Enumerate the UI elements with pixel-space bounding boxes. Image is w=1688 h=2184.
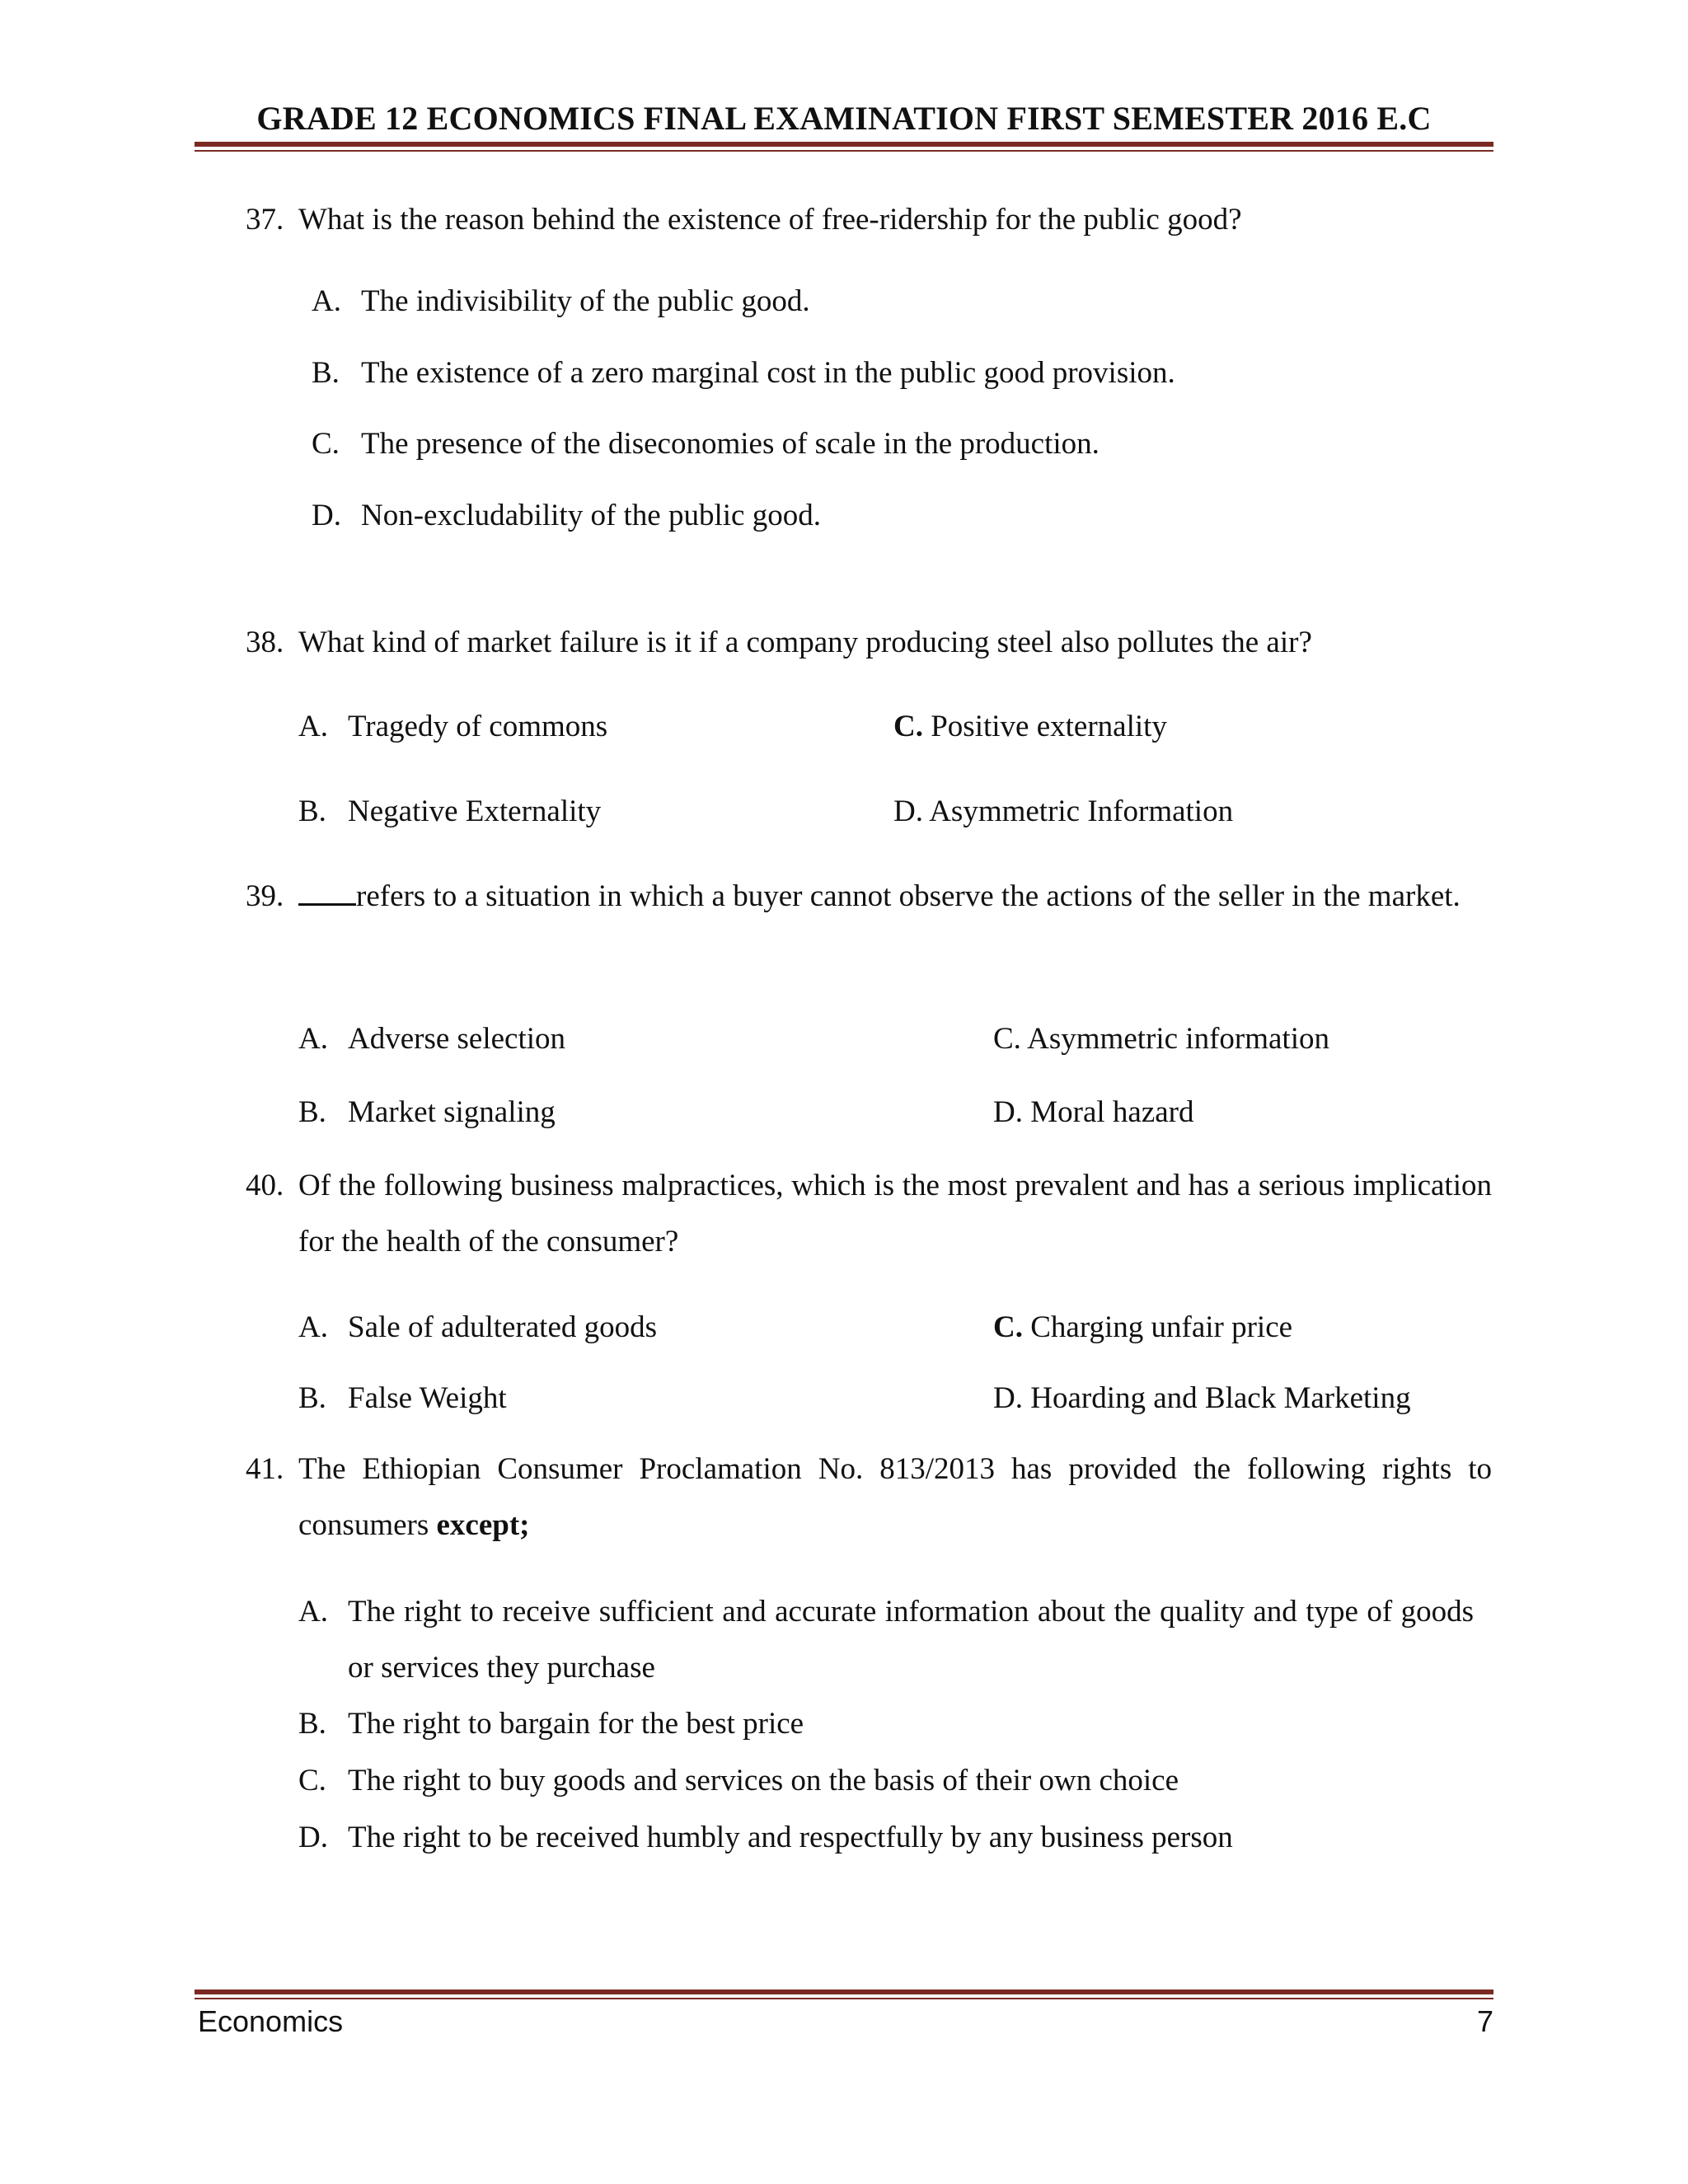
question-text: The Ethiopian Consumer Proclamation No. 813/2013 has provided the following rights to consumers xyxy=(298,1452,1492,1542)
option-letter: A. xyxy=(312,284,341,318)
question-text: What is the reason behind the existence of free-ridership for the public good? xyxy=(298,203,1242,237)
question-emphasis: except; xyxy=(436,1508,530,1542)
question-number: 39. xyxy=(246,879,284,913)
option-letter: B. xyxy=(298,1381,326,1415)
option-text: Charging unfair price xyxy=(1030,1310,1293,1344)
question-number: 41. xyxy=(246,1452,284,1486)
question-text-container xyxy=(298,869,1492,925)
header-rule-thick xyxy=(195,142,1493,147)
page-number: 7 xyxy=(1476,2004,1493,2038)
option-text: The right to be received humbly and respectfully by any business person xyxy=(348,1821,1233,1854)
option-38-a xyxy=(298,699,607,755)
option-letter: C. xyxy=(312,427,340,461)
option-37-c xyxy=(312,416,1100,472)
question-number: 38. xyxy=(246,626,284,659)
option-38-b xyxy=(298,784,601,840)
option-letter: B. xyxy=(298,1707,326,1741)
option-letter: A. xyxy=(298,1595,328,1629)
footer-rule-thin xyxy=(195,1998,1493,1999)
option-letter: B. xyxy=(312,356,340,390)
option-39-d xyxy=(993,1085,1194,1141)
option-text: Market signaling xyxy=(348,1095,556,1129)
question-text: What kind of market failure is it if a company producing steel also pollutes the air? xyxy=(298,626,1312,659)
option-letter: C. xyxy=(298,1764,326,1797)
option-text: The right to buy goods and services on the basis of their own choice xyxy=(348,1764,1179,1797)
option-text: Tragedy of commons xyxy=(348,710,608,743)
question-text: refers to a situation in which a buyer cannot observe the actions of the seller in the market. xyxy=(356,879,1461,913)
option-37-d xyxy=(312,488,821,544)
option-40-b xyxy=(298,1371,507,1427)
option-text: False Weight xyxy=(348,1381,507,1415)
fill-in-blank xyxy=(298,875,356,906)
option-text: Non-excludability of the public good. xyxy=(361,499,821,532)
option-letter: A. xyxy=(298,1022,328,1056)
option-41-c xyxy=(298,1753,1179,1809)
option-text: The presence of the diseconomies of scale in the production. xyxy=(361,427,1100,461)
page-title: GRADE 12 ECONOMICS FINAL EXAMINATION FIRST SEMESTER 2016 E.C xyxy=(256,100,1432,137)
question-text: Of the following business malpractices, which is the most prevalent and has a serious implication for the health of the consumer? xyxy=(298,1169,1492,1258)
option-letter: A. xyxy=(298,1310,328,1344)
option-letter: D. xyxy=(312,499,341,532)
option-39-c xyxy=(993,1011,1329,1067)
option-38-d xyxy=(893,784,1233,840)
header-rule-thin xyxy=(195,150,1493,152)
option-40-c xyxy=(993,1300,1292,1356)
option-39-a xyxy=(298,1011,565,1067)
question-number: 40. xyxy=(246,1169,284,1202)
option-text: Adverse selection xyxy=(348,1022,566,1056)
option-letter: C. xyxy=(993,1310,1023,1344)
option-38-c xyxy=(893,699,1167,755)
option-letter: D. xyxy=(993,1095,1023,1129)
option-41-d xyxy=(298,1810,1233,1866)
option-letter: D. xyxy=(993,1381,1023,1415)
footer-rule-thick xyxy=(195,1990,1493,1994)
option-text: Hoarding and Black Marketing xyxy=(1030,1381,1411,1415)
option-letter: B. xyxy=(298,1095,326,1129)
option-text: Moral hazard xyxy=(1030,1095,1194,1129)
option-40-d xyxy=(993,1371,1411,1427)
option-41-a xyxy=(298,1584,1474,1685)
option-text: The existence of a zero marginal cost in the public good provision. xyxy=(361,356,1175,390)
option-letter: B. xyxy=(298,794,326,828)
option-text: The right to receive sufficient and accurate information about the quality and type of goods or services they purchase xyxy=(348,1595,1474,1685)
option-40-a xyxy=(298,1300,657,1356)
option-39-b xyxy=(298,1085,556,1141)
option-letter: C. xyxy=(993,1022,1021,1056)
option-letter: D. xyxy=(298,1821,328,1854)
question-text-container xyxy=(298,1441,1492,1554)
option-letter: C. xyxy=(893,710,923,743)
question-number: 37. xyxy=(246,203,284,237)
option-text: Positive externality xyxy=(931,710,1167,743)
option-37-b xyxy=(312,345,1175,401)
footer-subject: Economics xyxy=(198,2004,344,2038)
option-letter: A. xyxy=(298,710,328,743)
option-text: Asymmetric Information xyxy=(929,794,1234,828)
option-41-b xyxy=(298,1696,804,1752)
option-37-a xyxy=(312,274,810,330)
option-text: Sale of adulterated goods xyxy=(348,1310,658,1344)
option-text: Asymmetric information xyxy=(1027,1022,1329,1056)
option-text: The right to bargain for the best price xyxy=(348,1707,804,1741)
option-text: Negative Externality xyxy=(348,794,602,828)
option-text: The indivisibility of the public good. xyxy=(361,284,810,318)
option-letter: D. xyxy=(893,794,923,828)
